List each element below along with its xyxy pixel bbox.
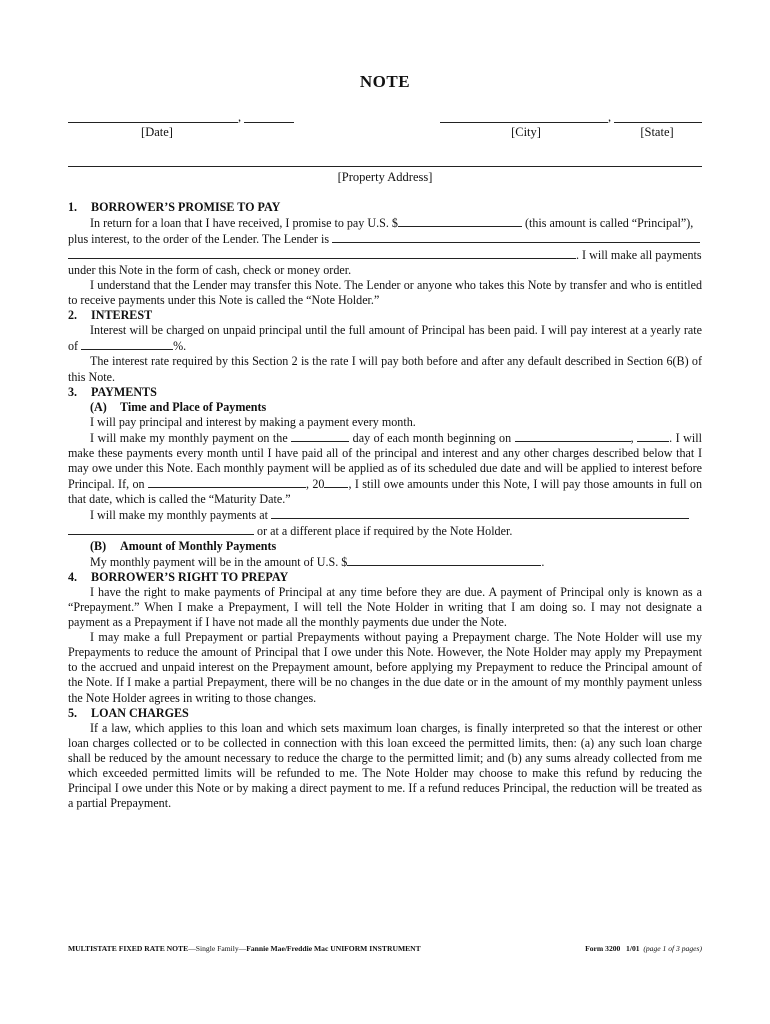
payment-place-line-2: or at a different place if required by the Note Holder. bbox=[68, 523, 702, 539]
payment-place-line: I will make my monthly payments at bbox=[68, 507, 702, 523]
section-3a-heading: (A) Time and Place of Payments bbox=[90, 399, 267, 414]
section-4-heading: 4. BORROWER’S RIGHT TO PREPAY bbox=[68, 570, 289, 585]
section-4-paragraph-2: I may make a full Prepayment or partial Prepayments without paying a Prepayment charge. The Note Holder will use my Prepayments to reduce the amount of Principal that I owe under this Note. However, the Note Holder may apply my Prepayment to the accrued and unpaid interest on the Prepayment amount, before applying my Prepayment to reduce the Principal amount of the Note. If I make a partial Prepayment, there will be no changes in the due date or in the amount of my monthly payment unless the Note Holder agrees in writing to those changes. bbox=[68, 630, 702, 705]
lender-name-blank-2[interactable] bbox=[68, 247, 576, 259]
section-2-paragraph-2: The interest rate required by this Section 2 is the rate I will pay both before and after any default described in Section 6(B) of this Note. bbox=[68, 354, 702, 384]
section-1-paragraph-1: In return for a loan that I have received, I promise to pay U.S. $ (this amount is called “Principal”), bbox=[90, 216, 694, 231]
date-comma: , bbox=[238, 110, 242, 124]
date-year-blank-line[interactable] bbox=[244, 122, 294, 123]
payment-place-blank-2[interactable] bbox=[68, 523, 254, 535]
lender-line-2: . I will make all payments bbox=[68, 247, 702, 263]
section-3-heading: 3. PAYMENTS bbox=[68, 384, 157, 399]
date-blank-line[interactable] bbox=[68, 122, 238, 123]
section-2-paragraph-1: Interest will be charged on unpaid principal until the full amount of Principal has been paid. I will pay interest at a yearly rate of %. bbox=[68, 323, 702, 354]
property-address-blank-line[interactable] bbox=[68, 166, 702, 167]
section-4-paragraph-1: I have the right to make payments of Principal at any time before they are due. A payment of Principal only is known as a “Prepayment.” When I make a Prepayment, I will tell the Note Holder in writing that I am doing so. I may not designate a payment as a Prepayment if I have not made all the monthly payments due under the Note. bbox=[68, 585, 702, 630]
payment-day-blank[interactable] bbox=[291, 430, 349, 442]
date-label: [Date] bbox=[141, 125, 173, 139]
page-footer bbox=[68, 944, 702, 953]
section-5-paragraph-1: If a law, which applies to this loan and which sets maximum loan charges, is finally interpreted so that the interest or other loan charges collected or to be collected in connection with this loan exceed the permitted limits, then: (a) any such loan charge shall be reduced by the amount necessary to reduce the charge to the permitted limit; and (b) any sums already collected from me which exceeded permitted limits will be refunded to me. The Note Holder may choose to make this refund by reducing the Principal I owe under this Note or by making a direct payment to me. If a refund reduces Principal, the reduction will be treated as a partial Prepayment. bbox=[68, 720, 702, 810]
principal-amount-blank[interactable] bbox=[398, 215, 522, 227]
section-3a-paragraph-2: I will make my monthly payment on the day of each month beginning on , . I will make these payments every month until I have paid all of the principal and interest and any other charges described below that I may owe under this Note. Each monthly payment will be applied as of its scheduled due date and will be applied to interest before Principal. If, on , 20 , I still owe amounts under this Note, I will pay those amounts in full on that date, which is called the “Maturity Date.” bbox=[68, 430, 703, 506]
section-5-heading: 5. LOAN CHARGES bbox=[68, 705, 189, 720]
section-3b-heading: (B) Amount of Monthly Payments bbox=[90, 539, 277, 554]
section-3b-paragraph-1: My monthly payment will be in the amount of U.S. $ . bbox=[90, 555, 545, 570]
section-1-paragraph-2: I understand that the Lender may transfer this Note. The Lender or anyone who takes this Note by transfer and who is entitled to receive payments under this Note is called the “Note Holder.” bbox=[68, 278, 702, 308]
monthly-payment-amount-blank[interactable] bbox=[347, 554, 541, 566]
payment-form-line: under this Note in the form of cash, check or money order. bbox=[68, 263, 352, 278]
state-blank-line[interactable] bbox=[614, 122, 702, 123]
city-comma: , bbox=[608, 110, 612, 124]
lender-line: plus interest, to the order of the Lender. The Lender is bbox=[68, 231, 702, 247]
note-body bbox=[68, 200, 702, 811]
payment-place-blank[interactable] bbox=[271, 507, 689, 519]
section-2-heading: 2. INTEREST bbox=[68, 308, 153, 323]
section-3a-paragraph-1: I will pay principal and interest by making a payment every month. bbox=[90, 414, 416, 429]
maturity-year-blank[interactable] bbox=[324, 476, 348, 488]
footer-form-info: Form 3200 1/01 (page 1 of 3 pages) bbox=[585, 944, 702, 953]
property-address-label: [Property Address] bbox=[337, 170, 433, 184]
section-1-heading: 1. BORROWER’S PROMISE TO PAY bbox=[68, 200, 281, 214]
city-label: [City] bbox=[511, 125, 541, 139]
first-payment-year-blank[interactable] bbox=[637, 430, 669, 442]
city-blank-line[interactable] bbox=[440, 122, 608, 123]
footer-instrument-name: MULTISTATE FIXED RATE NOTE—Single Family—Fannie Mae/Freddie Mac UNIFORM INSTRUMENT bbox=[68, 944, 421, 953]
document-title: NOTE bbox=[359, 72, 411, 91]
first-payment-date-blank[interactable] bbox=[515, 430, 631, 442]
maturity-date-blank[interactable] bbox=[148, 476, 306, 488]
lender-name-blank[interactable] bbox=[332, 231, 700, 243]
state-label: [State] bbox=[640, 125, 674, 139]
interest-rate-blank[interactable] bbox=[81, 338, 173, 350]
